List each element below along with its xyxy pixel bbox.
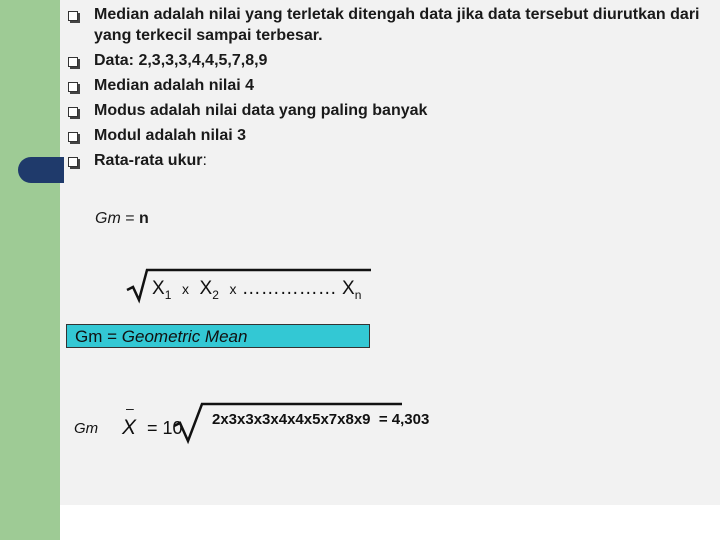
- bullet-text-bold: Rata-rata ukur: [94, 152, 203, 169]
- x-symbol: X: [122, 416, 137, 439]
- subscript-1: 1: [164, 287, 172, 302]
- bullet-data: [66, 50, 706, 71]
- example-result: = 4,303: [378, 411, 430, 428]
- example-gm-label: Gm: [74, 420, 99, 437]
- subscript-n: n: [354, 287, 362, 302]
- checkbox-bullet-icon: [68, 57, 78, 67]
- times-sign: x: [181, 281, 189, 297]
- bullet-text: Modus adalah nilai data yang paling banyak: [94, 102, 428, 119]
- bullet-text: Median adalah nilai yang terletak ditengah data jika data tersebut diurutkan dari yang terkecil sampai terbesar.: [94, 6, 700, 44]
- subscript-2: 2: [212, 287, 219, 302]
- sidebar-tab: [18, 157, 64, 183]
- bullet-median-value: [66, 75, 706, 96]
- x-symbol: X: [152, 278, 165, 299]
- example-radicand: 2x3x3x3x4x4x5x7x8x9: [212, 411, 371, 428]
- bar-mark: –: [126, 400, 134, 416]
- bullet-text: Modul adalah nilai 3: [94, 127, 247, 144]
- times-sign: x: [229, 281, 237, 297]
- checkbox-bullet-icon: [68, 132, 78, 142]
- checkbox-bullet-icon: [68, 82, 78, 92]
- bullet-text: Median adalah nilai 4: [94, 77, 255, 94]
- checkbox-bullet-icon: [68, 107, 78, 117]
- x-symbol: X: [342, 278, 355, 299]
- gm-definition-box: [66, 324, 370, 348]
- x-symbol: X: [199, 278, 213, 299]
- bullet-modul-value: [66, 125, 706, 146]
- equals-sign: =: [125, 210, 135, 227]
- example-radicand-result: [212, 411, 429, 428]
- radicand-product: [152, 278, 361, 302]
- bullet-list: [66, 4, 706, 175]
- root-index-n: n: [139, 210, 149, 227]
- bullet-modus-definition: [66, 100, 706, 121]
- ellipsis-dots: ……………: [241, 278, 337, 299]
- equals-root-index: = 10: [147, 418, 183, 438]
- gm-symbol: Gm: [95, 210, 121, 227]
- bullet-text: Data: 2,3,3,3,4,4,5,7,8,9: [94, 52, 268, 69]
- checkbox-bullet-icon: [68, 157, 78, 167]
- gm-formula-label: [95, 210, 149, 228]
- bullet-text-colon: :: [202, 152, 207, 169]
- x-bar-symbol: [120, 392, 140, 442]
- page-bottom-strip: [60, 505, 720, 540]
- gm-definition-label: Gm =: [75, 327, 118, 346]
- left-sidebar: [0, 0, 60, 540]
- bullet-median-definition: [66, 4, 706, 46]
- gm-definition-text: Geometric Mean: [121, 327, 248, 346]
- bullet-rata-rata-ukur: [66, 150, 706, 171]
- checkbox-bullet-icon: [68, 11, 78, 21]
